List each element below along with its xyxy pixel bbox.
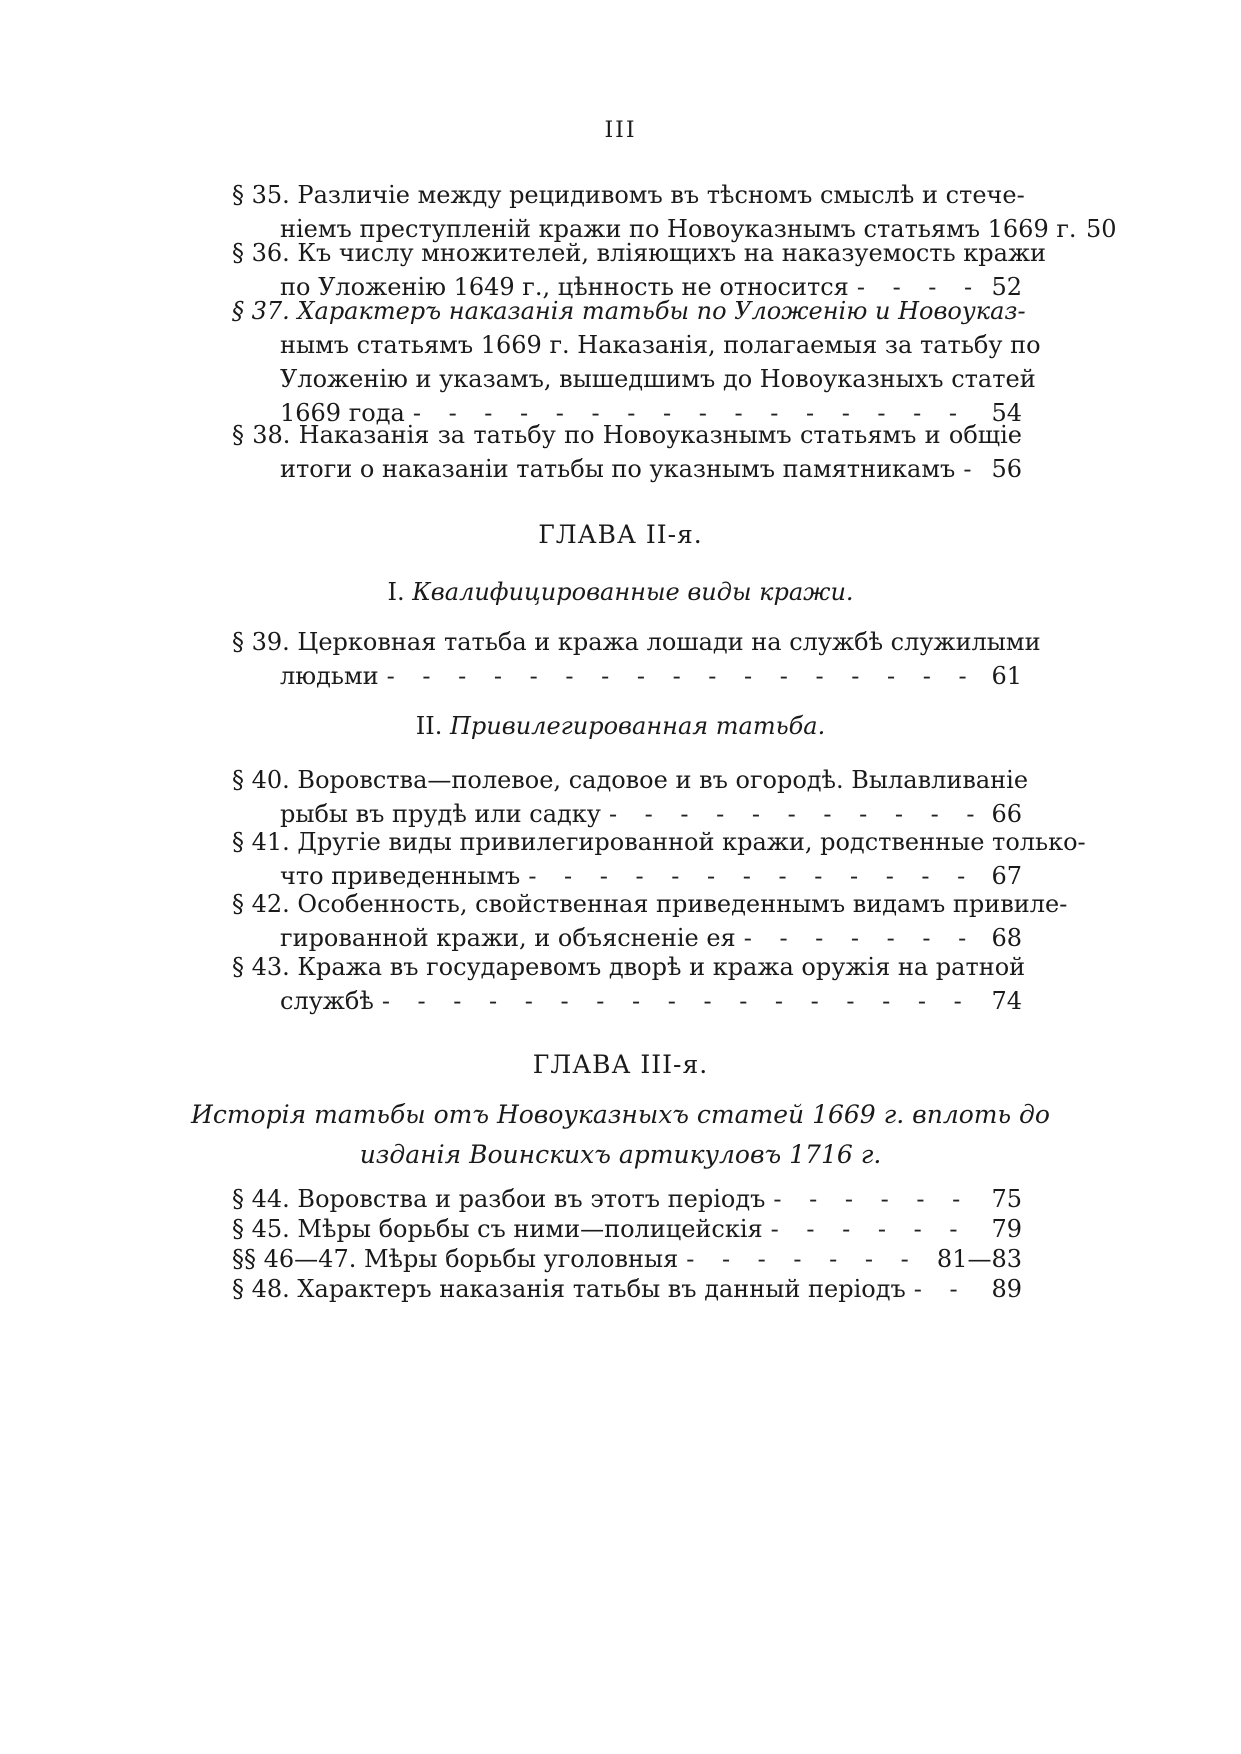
- toc-entry-37: [232, 294, 1041, 430]
- chapter-3-subtitle-line: изданія Воинскихъ артикуловъ 1716 г.: [359, 1140, 882, 1169]
- toc-entry-line: ніемъ преступленій кражи по Новоуказнымъ статьямъ 1669 г.: [280, 215, 1077, 243]
- toc-entry-46-47: [232, 1242, 1022, 1276]
- toc-entry-43: [232, 950, 1026, 1018]
- toc-page-number: 75: [991, 1185, 1022, 1213]
- toc-entry-line: § 39. Церковная татьба и кража лошади на службѣ служилыми: [232, 628, 1041, 656]
- toc-entry-line: § 41. Другіе виды привилегированной кражи, родственные только-: [232, 828, 1086, 856]
- toc-entry-42: [232, 887, 1068, 955]
- section-numeral: I.: [387, 578, 405, 606]
- toc-entry-line: § 42. Особенность, свойственная приведеннымъ видамъ привиле-: [232, 890, 1068, 918]
- toc-page-number: 56: [991, 455, 1022, 483]
- toc-entry-line: людьми: [280, 662, 379, 690]
- dot-leader: [382, 984, 974, 1018]
- chapter-3-subtitle: [0, 1095, 1241, 1175]
- toc-entry-last-line: [232, 452, 1022, 486]
- toc-page-number: 54: [991, 399, 1022, 427]
- toc-entry-last-line: [232, 1272, 1022, 1306]
- toc-page-number: 67: [991, 862, 1022, 890]
- section-title: Квалифицированные виды кражи.: [412, 578, 854, 606]
- toc-page-number: 79: [991, 1215, 1022, 1243]
- toc-page-number: 66: [991, 800, 1022, 828]
- toc-entry-45: [232, 1212, 1022, 1246]
- toc-entry-line: § 35. Различіе между рецидивомъ въ тѣсномъ смыслѣ и стече-: [232, 181, 1025, 209]
- section-title: Привилегированная татьба.: [449, 712, 826, 740]
- toc-entry-line: § 36. Къ числу множителей, вліяющихъ на наказуемость кражи: [232, 239, 1047, 267]
- toc-entry-last-line: [232, 1242, 1022, 1276]
- toc-entry-line: §§ 46—47. Мѣры борьбы уголовныя: [232, 1245, 679, 1273]
- dot-leader: [387, 659, 974, 693]
- toc-entry-line: нымъ статьямъ 1669 г. Наказанія, полагаемыя за татьбу по: [280, 331, 1041, 359]
- toc-entry-last-line: [232, 1212, 1022, 1246]
- toc-entry-line: § 44. Воровства и разбои въ этотъ періодъ: [232, 1185, 766, 1213]
- dot-leader: [963, 452, 974, 486]
- toc-page-number: 89: [991, 1275, 1022, 1303]
- toc-entry-line: службѣ: [280, 987, 374, 1015]
- section-2-heading: [0, 712, 1241, 740]
- toc-entry-last-line: [232, 659, 1022, 693]
- toc-entry-line: рыбы въ прудѣ или садку: [280, 800, 601, 828]
- toc-entry-line: § 37. Характеръ наказанія татьбы по Уложенію и Новоуказ-: [232, 297, 1026, 325]
- toc-entry-48: [232, 1272, 1022, 1306]
- toc-entry-line: § 45. Мѣры борьбы съ ними—полицейскія: [232, 1215, 763, 1243]
- chapter-3-subtitle-line: Исторія татьбы отъ Новоуказныхъ статей 1669 г. вплоть до: [191, 1100, 1050, 1129]
- toc-entry-44: [232, 1182, 1022, 1216]
- toc-page-number: 52: [991, 273, 1022, 301]
- toc-entry-line: § 48. Характеръ наказанія татьбы въ данный періодъ: [232, 1275, 906, 1303]
- page-number: III: [604, 118, 637, 143]
- chapter-2-title: ГЛАВА II-я.: [538, 520, 703, 549]
- toc-entry-line: гированной кражи, и объясненіе ея: [280, 924, 736, 952]
- toc-entry-40: [232, 763, 1029, 831]
- toc-entry-line: что приведеннымъ: [280, 862, 521, 890]
- toc-page-number: 61: [991, 662, 1022, 690]
- toc-entry-41: [232, 825, 1086, 893]
- section-numeral: II.: [415, 712, 443, 740]
- toc-page-number: 68: [991, 924, 1022, 952]
- toc-entry-line: § 38. Наказанія за татьбу по Новоуказнымъ статьямъ и общіе: [232, 421, 1022, 449]
- chapter-3-title: ГЛАВА III-я.: [532, 1050, 709, 1079]
- toc-entry-line: § 40. Воровства—полевое, садовое и въ огородѣ. Вылавливаніе: [232, 766, 1029, 794]
- toc-entry-last-line: [232, 1182, 1022, 1216]
- dot-leader: [914, 1272, 974, 1306]
- toc-page-number: 50: [1086, 215, 1117, 243]
- toc-entry-line: итоги о наказаніи татьбы по указнымъ памятникамъ: [280, 455, 956, 483]
- toc-page-number: 74: [991, 987, 1022, 1015]
- toc-entry-line-italic-wrap: [232, 294, 1026, 328]
- toc-entry-line: по Уложенію 1649 г., цѣнность не относится: [280, 273, 849, 301]
- toc-entry-39: [232, 625, 1041, 693]
- toc-entry-line: § 43. Кража въ государевомъ дворѣ и кража оружія на ратной: [232, 953, 1026, 981]
- dot-leader: [686, 1242, 929, 1276]
- toc-entry-line: Уложенію и указамъ, вышедшимъ до Новоуказныхъ статей: [280, 365, 1036, 393]
- dot-leader: [771, 1212, 974, 1246]
- toc-entry-38: [232, 418, 1022, 486]
- section-1-heading: [0, 578, 1241, 606]
- dot-leader: [773, 1182, 974, 1216]
- toc-entry-last-line: [232, 984, 1022, 1018]
- toc-entry-line: 1669 года: [280, 399, 405, 427]
- toc-page-number: 81—83: [936, 1245, 1022, 1273]
